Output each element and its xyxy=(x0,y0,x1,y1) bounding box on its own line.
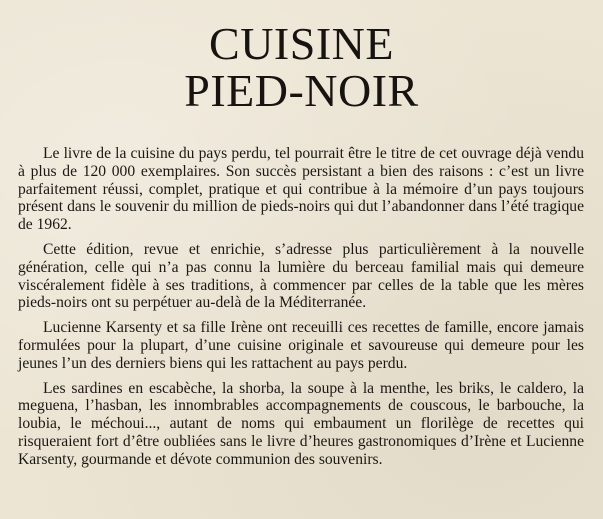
paragraph-3: Lucienne Karsenty et sa fille Irène ont receuilli ces recettes de famille, encore jamais formulées pour la plupart, d’une cuisine originale et savoureuse qui demeure pour les jeunes l’un des derniers biens qui les rattachent au pays perdu. xyxy=(18,319,584,372)
blurb-text xyxy=(18,145,584,476)
title-line-1: CUISINE xyxy=(209,18,394,69)
paragraph-2: Cette édition, revue et enrichie, s’adresse plus particulièrement à la nouvelle génération, celle qui n’a pas connu la lumière du berceau familial mais qui demeure viscéralement fidèle à ses traditions, à commencer par celles de la table que les mères pieds-noirs ont su perpétuer au-delà de la Méditerranée. xyxy=(18,240,584,312)
book-title xyxy=(0,20,603,114)
title-line-2: PIED-NOIR xyxy=(184,65,419,116)
paragraph-1: Le livre de la cuisine du pays perdu, tel pourrait être le titre de cet ouvrage déjà vendu à plus de 120 000 exemplaires. Son succès persistant a bien des raisons : c’est un livre parfaitement réussi, complet, pratique et qui contribue à la mémoire d’un pays toujours présent dans le souvenir du million de pieds-noirs qui dut l’abandonner dans l’été tragique de 1962. xyxy=(18,145,584,234)
paragraph-4: Les sardines en escabèche, la shorba, la soupe à la menthe, les briks, le caldero, la meguena, l’hasban, les innombrables accompagnements de couscous, le barbouche, la loubia, le méchoui..., autant de noms qui embaument un florilège de recettes qui risqueraient fort d’être oubliées sans le livre d’heures gastronomiques d’Irène et Lucienne Karsenty, gourmande et dévote communion des souvenirs. xyxy=(18,379,584,468)
